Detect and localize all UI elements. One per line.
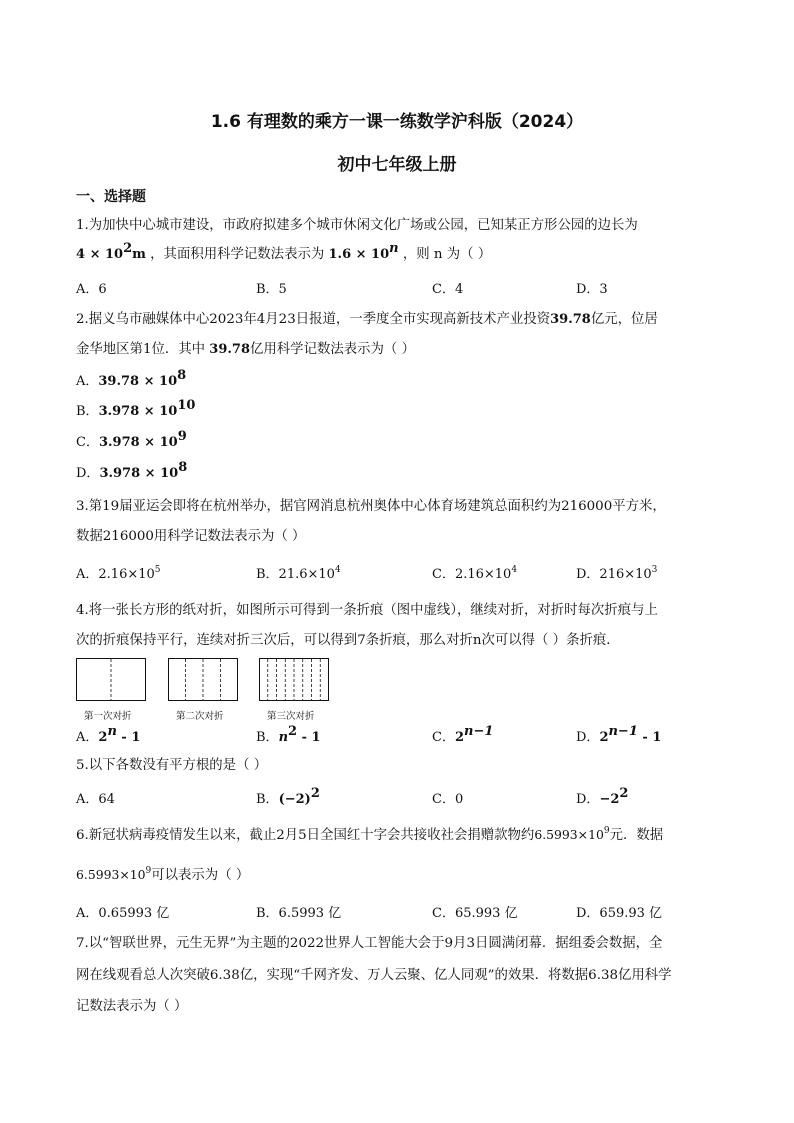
q4-option-d-base: 2 (599, 730, 609, 745)
q6-num-b: 6.5993×10 (76, 867, 146, 882)
q2-num-b: 39.78 (209, 342, 251, 357)
doc-title: 1.6 有理数的乘方一课一练数学沪科版（2024） (210, 112, 584, 132)
fold-caption-2: 第二次对折 (176, 711, 224, 722)
q1-option-a: A．6 (76, 282, 107, 297)
q3-option-a-exp: 5 (154, 565, 161, 575)
q7-stem-line3: 记数法表示为（ ） (76, 999, 188, 1014)
q5-option-b-exp: 2 (310, 786, 320, 801)
q4-option-b-tail: - 1 (297, 730, 321, 745)
q3-option-c-exp: 4 (511, 565, 518, 575)
q1-stem-line1: 1.为加快中心城市建设，市政府拟建多个城市休闲文化广场或公园，已知某正方形公园的边长为 (76, 218, 638, 233)
section-heading: 一、选择题 (76, 189, 146, 205)
q6-text-a: 6.新冠状病毒疫情发生以来，截止2月5日全国红十字会共接收社会捐赠款物约 (76, 828, 535, 843)
q6-option-c: C．65.993 亿 (432, 906, 518, 921)
q5-option-a (76, 791, 115, 809)
q2-option-b-exp: 10 (177, 398, 196, 413)
fold-caption-1: 第一次对折 (84, 711, 132, 722)
q1-exp-b: n (389, 241, 399, 256)
q3-stem-line2: 数据216000用科学记数法表示为（ ） (76, 529, 306, 544)
q4-option-d (576, 724, 662, 747)
q4-option-a-base: 2 (98, 730, 108, 745)
q2-option-d-label: D． (76, 466, 100, 481)
doc-subtitle: 初中七年级上册 (337, 155, 457, 175)
q3-option-b-label: B．21.6×10 (256, 567, 335, 582)
q2-text-e: 亿用科学记数法表示为（ ） (250, 342, 415, 357)
q5-stem-line1: 5.以下各数没有平方根的是（ ） (76, 758, 268, 773)
q1-option-d: D．3 (576, 282, 608, 297)
fold-caption-3: 第三次对折 (267, 711, 315, 722)
q5-option-d-exp: 2 (619, 786, 629, 801)
q5-option-b (256, 786, 320, 809)
q6-text-b: 元．数据 (609, 828, 664, 843)
q4-option-c (432, 724, 494, 747)
q6-stem-line1 (76, 826, 663, 845)
q2-stem-line2 (76, 341, 415, 359)
q3-option-b-exp: 4 (334, 565, 341, 575)
q6-option-d: D．659.93 亿 (576, 906, 663, 921)
q2-option-d-exp: 8 (178, 460, 188, 475)
q2-option-a-label: A． (76, 374, 99, 389)
q2-option-c-base: 3.978 × 10 (98, 435, 178, 450)
q2-text-d: 金华地区第1位．其中 (76, 342, 210, 357)
q4-option-d-exp: n−1 (608, 724, 638, 739)
q4-option-a (76, 724, 141, 747)
q2-option-a-base: 39.78 × 10 (98, 374, 178, 389)
q2-option-c (76, 429, 187, 452)
q6-stem-line2 (76, 866, 249, 885)
q5-option-d-base: −2 (599, 792, 620, 807)
q2-option-a-exp: 8 (177, 368, 187, 383)
q1-text-b: ，则 n 为（ ） (398, 247, 492, 262)
q4-option-d-label: D． (576, 730, 600, 745)
q1-stem-line2 (76, 241, 492, 264)
q1-option-b: B．5 (256, 282, 287, 297)
q6-exp-a: 9 (603, 826, 610, 836)
q1-text-a: ，其面积用科学记数法表示为 (145, 247, 329, 262)
fold-figure-2 (168, 658, 238, 701)
q2-option-b (76, 398, 196, 421)
q6-num-a: 6.5993×10 (534, 827, 604, 842)
q3-option-b (256, 566, 341, 584)
q5-option-c-label: C．0 (432, 792, 464, 807)
q5-option-b-base: (−2) (278, 792, 311, 807)
q2-stem-line1 (76, 311, 658, 329)
q4-stem-line1: 4.将一张长方形的纸对折，如图所示可得到一条折痕（图中虚线），继续对折，对折时每次折痕与上 (76, 603, 658, 618)
fold-figure-3 (259, 658, 329, 701)
q4-option-b-label: B． (256, 730, 279, 745)
q1-exp-a: 2 (123, 241, 133, 256)
q1-option-c: C．4 (432, 282, 464, 297)
q5-option-c (432, 791, 463, 809)
q4-option-b-base: n (278, 730, 289, 745)
q4-option-b-exp: 2 (288, 724, 298, 739)
q1-math-a: 4 × 10 (76, 247, 124, 262)
q5-option-a-label: A．64 (76, 792, 115, 807)
q2-option-d-base: 3.978 × 10 (99, 466, 179, 481)
q5-option-d (576, 786, 629, 809)
q4-option-a-tail: - 1 (116, 730, 141, 745)
q3-option-a (76, 566, 161, 584)
q2-option-d (76, 460, 188, 483)
q6-exp-b: 9 (145, 866, 152, 876)
q7-stem-line1: 7.以“智联世界，元生无界”为主题的2022世界人工智能大会于9月3日圆满闭幕．据组委会数据，全 (76, 936, 663, 951)
q2-option-b-base: 3.978 × 10 (98, 404, 178, 419)
q3-option-d (576, 566, 657, 584)
q7-stem-line2: 网在线观看总人次突破6.38亿，实现“千网齐发、万人云聚、亿人同观”的效果．将数据6.38亿用科学 (76, 968, 672, 983)
q4-option-a-exp: n (107, 724, 117, 739)
q4-option-c-label: C． (432, 730, 455, 745)
q3-option-a-label: A．2.16×10 (76, 567, 155, 582)
q2-option-a (76, 368, 187, 391)
q1-unit: m (132, 247, 146, 262)
q3-option-c-label: C．2.16×10 (432, 567, 512, 582)
q4-option-b (256, 724, 321, 747)
q1-math-b: 1.6 × 10 (328, 247, 390, 262)
q2-option-c-label: C． (76, 435, 99, 450)
q2-option-b-label: B． (76, 404, 99, 419)
q3-option-d-exp: 3 (651, 565, 658, 575)
q6-option-a: A．0.65993 亿 (76, 906, 170, 921)
q3-stem-line1: 3.第19届亚运会即将在杭州举办，据官网消息杭州奥体中心体育场建筑总面积约为216000平方米， (76, 499, 666, 514)
q4-option-a-label: A． (76, 730, 99, 745)
q4-option-d-tail: - 1 (637, 730, 662, 745)
fold-figure-1 (76, 658, 146, 701)
q4-stem-line2: 次的折痕保持平行，连续对折三次后，可以得到7条折痕，那么对折n次可以得（ ）条折痕． (76, 633, 620, 648)
q6-text-c: 可以表示为（ ） (151, 868, 250, 883)
q3-option-d-label: D．216×10 (576, 567, 652, 582)
q2-text-c: 亿元，位居 (590, 312, 658, 327)
q5-option-d-label: D． (576, 792, 600, 807)
q2-text-a: 2.据义乌市融媒体中心2023年4月23日报道，一季度全市实现高新技术产业投资 (76, 312, 551, 327)
q4-option-c-exp: n−1 (464, 724, 494, 739)
q4-option-c-base: 2 (454, 730, 464, 745)
q5-option-b-label: B． (256, 792, 279, 807)
q3-option-c (432, 566, 517, 584)
q6-option-b: B．6.5993 亿 (256, 906, 342, 921)
q2-option-c-exp: 9 (177, 429, 187, 444)
q2-num-a: 39.78 (550, 312, 591, 327)
